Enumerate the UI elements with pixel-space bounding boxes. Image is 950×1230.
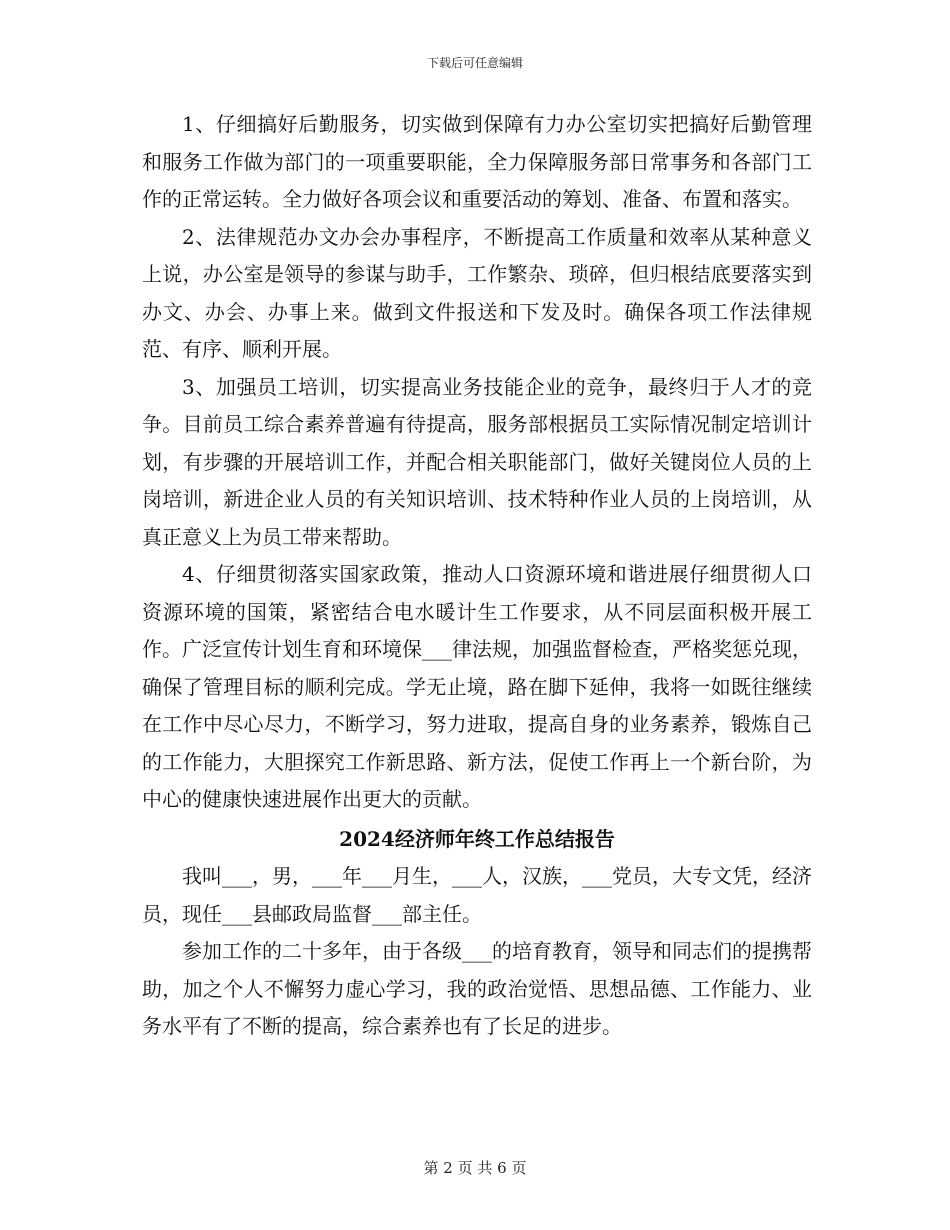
section-title: 2024经济师年终工作总结报告 — [339, 826, 615, 851]
paragraph-experience: 参加工作的二十多年，由于各级___的培育教育，领导和同志们的提携帮助，加之个人不懈努力虚心学习，我的政治觉悟、思想品德、工作能力、业务水平有了不断的提高，综合素养也有了长足的进步。 — [142, 939, 812, 1038]
paragraph-item-1: 1、仔细搞好后勤服务，切实做到保障有力办公室切实把搞好后勤管理和服务工作做为部门的一项重要职能，全力保障服务部日常事务和各部门工作的正常运转。全力做好各项会议和重要活动的筹划、准备、布置和落实。 — [142, 112, 812, 211]
paragraph-item-3: 3、加强员工培训，切实提高业务技能企业的竞争，最终归于人才的竞争。目前员工综合素养普遍有待提高，服务部根据员工实际情况制定培训计划，有步骤的开展培训工作，并配合相关职能部门，做好关键岗位人员的上岗培训，新进企业人员的有关知识培训、技术特种作业人员的上岗培训，从真正意义上为员工带来帮助。 — [142, 374, 812, 549]
paragraph-intro: 我叫___，男，___年___月生，___人，汉族，___党员，大专文凭，经济员，现任___县邮政局监督___部主任。 — [142, 864, 812, 926]
paragraph-item-2: 2、法律规范办文办会办事程序，不断提高工作质量和效率从某种意义上说，办公室是领导的参谋与助手，工作繁杂、琐碎，但归根结底要落实到办文、办会、办事上来。做到文件报送和下发及时。确保各项工作法律规范、有序、顺利开展。 — [142, 224, 812, 361]
document-body — [142, 106, 812, 1046]
page-number: 第 2 页 共 6 页 — [423, 1159, 527, 1177]
page-header: 下载后可任意编辑 — [426, 56, 523, 70]
paragraph-item-4: 4、仔细贯彻落实国家政策，推动人口资源环境和谐进展仔细贯彻人口资源环境的国策，紧密结合电水暖计生工作要求，从不同层面积极开展工作。广泛宣传计划生育和环境保___律法规，加强监督检查，严格奖惩兑现，确保了管理目标的顺利完成。学无止境，路在脚下延伸，我将一如既往继续在工作中尽心尽力，不断学习，努力进取，提高自身的业务素养，锻炼自己的工作能力，大胆探究工作新思路、新方法，促使工作再上一个新台阶，为中心的健康快速进展作出更大的贡献。 — [142, 562, 812, 811]
